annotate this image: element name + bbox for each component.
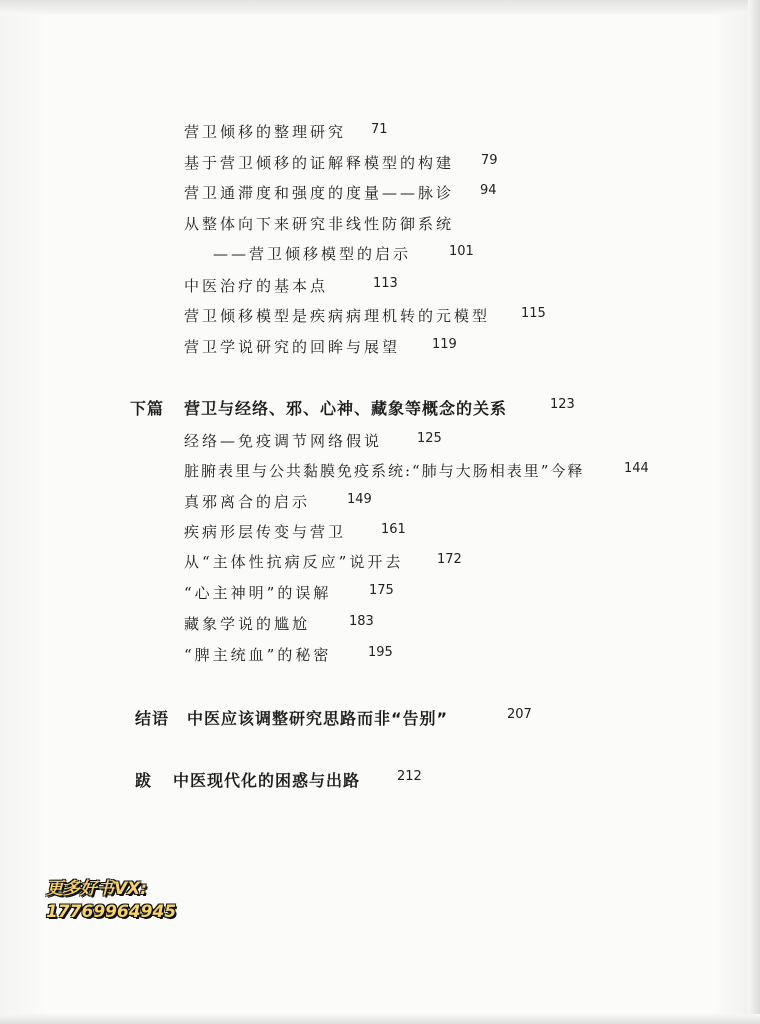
- toc-item: [213, 243, 474, 264]
- toc-item-title: “脾主统血”的秘密: [184, 646, 332, 664]
- toc-item: [184, 213, 454, 234]
- toc-item-page: 94: [480, 183, 497, 198]
- conclusion-heading: [135, 706, 532, 729]
- toc-item: [184, 336, 457, 357]
- toc-item: [184, 644, 393, 665]
- toc-item-page: 175: [369, 583, 394, 598]
- part-label: 下篇: [130, 399, 165, 418]
- page-edge-top: [0, 0, 760, 14]
- toc-item-page: 183: [349, 614, 374, 629]
- part-page: 123: [550, 397, 575, 412]
- toc-item-title: “心主神明”的误解: [184, 584, 332, 602]
- toc-item-title: 藏象学说的尴尬: [184, 615, 311, 633]
- toc-item-page: 161: [381, 522, 406, 537]
- toc-item: [184, 182, 497, 203]
- toc-item-title: ——营卫倾移模型的启示: [213, 245, 412, 263]
- toc-item-title: 从“主体性抗病反应”说开去: [184, 553, 404, 571]
- page-edge-bottom: [0, 1014, 760, 1024]
- toc-item-page: 195: [368, 645, 393, 660]
- toc-item: [184, 521, 406, 542]
- toc-item: [184, 305, 546, 326]
- toc-item-title: 营卫倾移模型是疾病病理机转的元模型: [184, 307, 491, 325]
- page-edge-right: [748, 0, 760, 1024]
- toc-item-page: 125: [417, 431, 442, 446]
- toc-item-title: 从整体向下来研究非线性防御系统: [184, 215, 455, 233]
- toc-item: [184, 275, 398, 296]
- toc-item-page: 113: [373, 276, 398, 291]
- toc-item: [184, 582, 394, 603]
- toc-item-page: 71: [371, 122, 388, 137]
- toc-item-title: 营卫学说研究的回眸与展望: [184, 338, 401, 356]
- toc-item-page: 115: [521, 306, 546, 321]
- conclusion-title: 中医应该调整研究思路而非“告别”: [187, 709, 449, 728]
- postscript-page: 212: [397, 769, 422, 784]
- toc-item-page: 101: [449, 244, 474, 259]
- toc-item-title: 经络—免疫调节网络假说: [184, 432, 383, 450]
- part-title: 营卫与经络、邪、心神、藏象等概念的关系: [184, 399, 508, 418]
- toc-item: [184, 491, 372, 512]
- toc-item-page: 144: [624, 461, 649, 476]
- part-heading: [130, 396, 575, 419]
- toc-item: [184, 152, 498, 173]
- postscript-label: 跋: [135, 771, 153, 790]
- contact-watermark: [46, 878, 176, 924]
- toc-item: [184, 121, 388, 142]
- toc-item-page: 172: [437, 552, 462, 567]
- toc-item-page: 149: [347, 492, 372, 507]
- conclusion-page: 207: [507, 707, 532, 722]
- toc-item-title: 营卫倾移的整理研究: [184, 123, 347, 141]
- toc-item-title: 疾病形层传变与营卫: [184, 523, 347, 541]
- toc-item: [184, 551, 462, 572]
- watermark-line-2: 17769964945: [46, 902, 177, 922]
- toc-item: [184, 613, 374, 634]
- toc-item-title: 营卫通滞度和强度的度量——脉诊: [184, 184, 455, 202]
- toc-item: [184, 430, 442, 451]
- toc-item-page: 119: [432, 337, 457, 352]
- toc-item-title: 脏腑表里与公共黏膜免疫系统:“肺与大肠相表里”今释: [184, 462, 585, 480]
- watermark-line-1: 更多好书VX:: [46, 879, 148, 899]
- toc-item-title: 真邪离合的启示: [184, 493, 311, 511]
- toc-item: [184, 460, 649, 481]
- toc-item-title: 基于营卫倾移的证解释模型的构建: [184, 154, 455, 172]
- toc-item-title: 中医治疗的基本点: [184, 277, 329, 295]
- postscript-title: 中医现代化的困惑与出路: [173, 771, 361, 790]
- conclusion-label: 结语: [135, 709, 170, 728]
- postscript-heading: [135, 768, 422, 791]
- toc-item-page: 79: [481, 153, 498, 168]
